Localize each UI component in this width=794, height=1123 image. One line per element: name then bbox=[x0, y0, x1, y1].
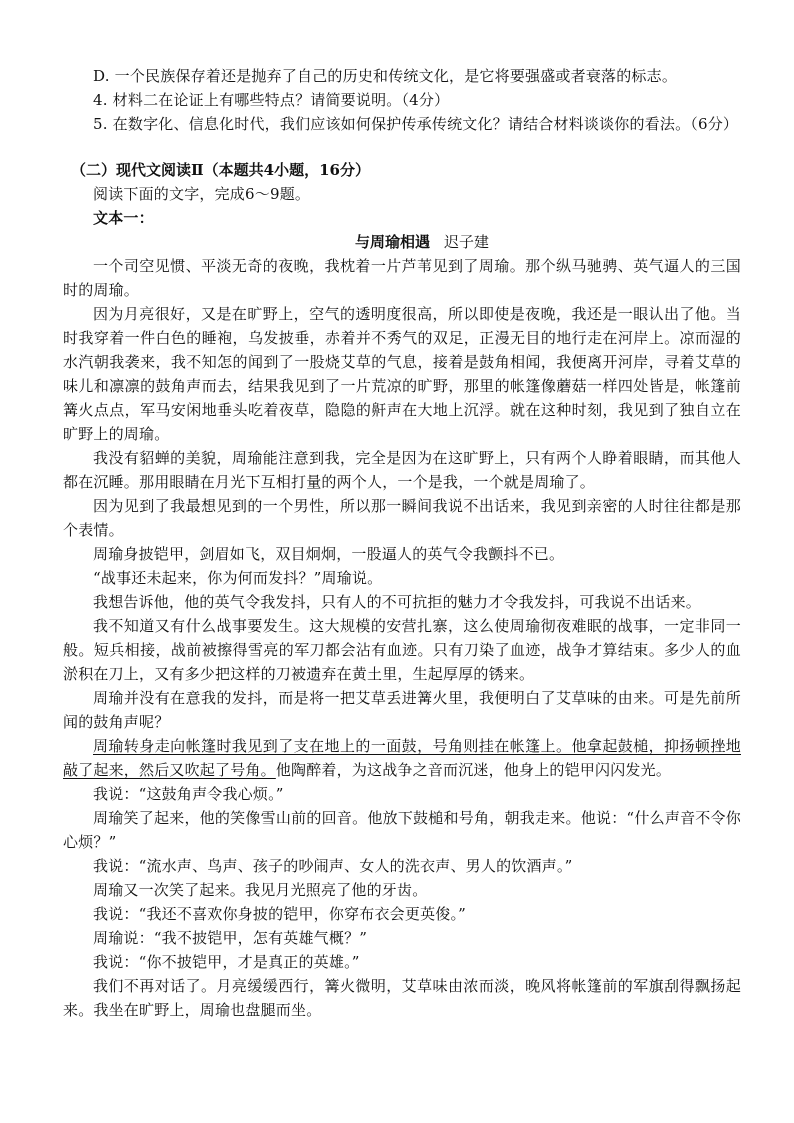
article-title-line bbox=[63, 230, 741, 254]
sentence: 他陶醉着，为这战争之音而沉迷，他身上的铠甲闪闪发光。 bbox=[275, 761, 672, 779]
paragraph: 我想告诉他，他的英气令我发抖，只有人的不可抗拒的魅力才令我发抖，可我说不出话来。 bbox=[93, 593, 702, 611]
option-d: D. 一个民族保存着还是抛弃了自己的历史和传统文化，是它将要强盛或者衰落的标志。 bbox=[93, 67, 678, 85]
paragraph: 周瑜说：“我不披铠甲，怎有英雄气概？” bbox=[93, 929, 368, 947]
paragraph: “战事还未起来，你为何而发抖？”周瑜说。 bbox=[93, 569, 383, 587]
section-heading: （二）现代文阅读Ⅱ（本题共4小题，16分） bbox=[71, 161, 370, 179]
question-4: 4. 材料二在论证上有哪些特点？请简要说明。（4分） bbox=[93, 91, 450, 109]
paragraph: 我说：“流水声、鸟声、孩子的吵闹声、女人的洗衣声、男人的饮酒声。” bbox=[93, 857, 573, 875]
paragraph: 我们不再对话了。月亮缓缓西行，篝火微明，艾草味由浓而淡，晚风将帐篷前的军旗刮得飘扬起来。我坐在旷野上，周瑜也盘腿而坐。 bbox=[63, 977, 741, 1019]
paragraph: 我没有貂蝉的美貌，周瑜能注意到我，完全是因为在这旷野上，只有两个人睁着眼睛，而其他人都在沉睡。那用眼睛在月光下互相打量的两个人，一个是我，一个就是周瑜了。 bbox=[63, 449, 741, 491]
article-title: 与周瑜相遇 bbox=[354, 233, 430, 251]
exam-page bbox=[63, 64, 741, 1022]
underlined-paragraph bbox=[63, 734, 741, 782]
paragraph: 我说：“我还不喜欢你身披的铠甲，你穿布衣会更英俊。” bbox=[93, 905, 467, 923]
question-5: 5. 在数字化、信息化时代，我们应该如何保护传承传统文化？请结合材料谈谈你的看法。（6分） bbox=[93, 115, 739, 133]
paragraph: 因为见到了我最想见到的一个男性，所以那一瞬间我说不出话来，我见到亲密的人时往往都是那个表情。 bbox=[63, 497, 741, 539]
paragraph: 我说：“这鼓角声令我心烦。” bbox=[93, 785, 284, 803]
underlined-sentence: 周瑜转身走向帐篷时我见到了支在地上的一面鼓，号角则挂在帐篷上。他拿起鼓槌，抑扬顿挫地敲了起来，然后又吹起了号角。 bbox=[63, 737, 741, 779]
spacer bbox=[63, 136, 741, 158]
paragraph: 周瑜并没有在意我的发抖，而是将一把艾草丢进篝火里，我便明白了艾草味的由来。可是先前所闻的鼓角声呢？ bbox=[63, 689, 741, 731]
paragraph: 周瑜身披铠甲，剑眉如飞，双目炯炯，一股逼人的英气令我颤抖不已。 bbox=[93, 545, 565, 563]
text-label: 文本一： bbox=[93, 209, 154, 227]
section-instruction: 阅读下面的文字，完成6～9题。 bbox=[93, 185, 311, 203]
paragraph: 周瑜又一次笑了起来。我见月光照亮了他的牙齿。 bbox=[93, 881, 428, 899]
paragraph: 周瑜笑了起来，他的笑像雪山前的回音。他放下鼓槌和号角，朝我走来。他说：“什么声音不令你心烦？” bbox=[63, 809, 741, 851]
paragraph: 因为月亮很好，又是在旷野上，空气的透明度很高，所以即使是夜晚，我还是一眼认出了他。当时我穿着一件白色的睡袍，乌发披垂，赤着并不秀气的双足，正漫无目的地行走在河岸上。凉而湿的水汽朝我袭来，我不知怎的闻到了一股烧艾草的气息，接着是鼓角相闻，我便离开河岸，寻着艾草的味儿和凛凛的鼓角声而去，结果我见到了一片荒凉的旷野，那里的帐篷像蘑菇一样四处皆是，帐篷前篝火点点，军马安闲地垂头吃着夜草，隐隐的鼾声在大地上沉浮。就在这种时刻，我见到了独自立在旷野上的周瑜。 bbox=[63, 305, 741, 443]
paragraph: 我说：“你不披铠甲，才是真正的英雄。” bbox=[93, 953, 360, 971]
article-author: 迟子建 bbox=[444, 233, 490, 251]
paragraph: 一个司空见惯、平淡无奇的夜晚，我枕着一片芦苇见到了周瑜。那个纵马驰骋、英气逼人的三国时的周瑜。 bbox=[63, 257, 741, 299]
paragraph: 我不知道又有什么战事要发生。这大规模的安营扎寨，这么使周瑜彻夜难眠的战事，一定非同一般。短兵相接，战前被擦得雪亮的军刀都会沾有血迹。只有刀染了血迹，战争才算结束。多少人的血淤积在刀上，又有多少把这样的刀被遗弃在黄土里，生起厚厚的锈来。 bbox=[63, 617, 741, 683]
